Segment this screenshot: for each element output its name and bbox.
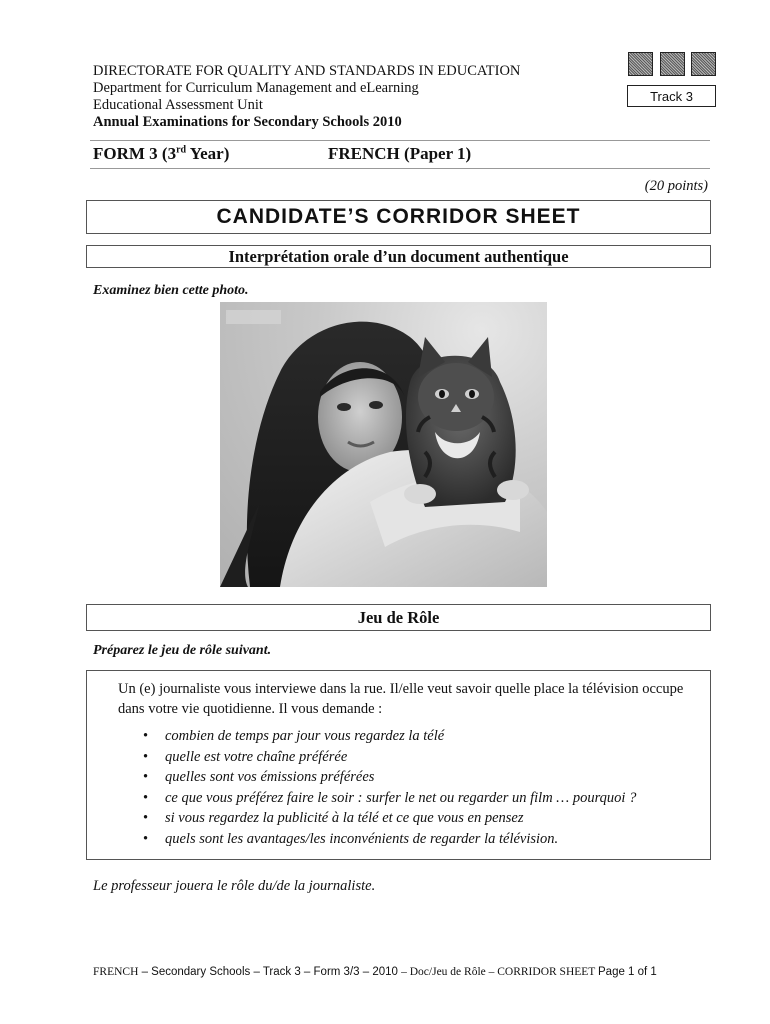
footer-track: – Secondary Schools – Track 3 – Form 3/3 – 2010 <box>138 966 402 978</box>
list-item <box>143 747 636 768</box>
marker-square-2 <box>660 52 685 76</box>
footer-doc: – Doc/Jeu de Rôle – CORRIDOR SHEET <box>401 966 598 978</box>
list-item <box>143 767 636 788</box>
page-footer <box>93 966 657 978</box>
track-label: Track 3 <box>627 85 716 107</box>
question-text: quelle est votre chaîne préférée <box>165 748 348 765</box>
form-sup: rd <box>176 144 187 156</box>
page-title: CANDIDATE’S CORRIDOR SHEET <box>86 200 711 234</box>
form-suffix: Year) <box>186 144 230 163</box>
header-exam: Annual Examinations for Secondary Schools 2010 <box>93 114 402 130</box>
header-directorate: DIRECTORATE FOR QUALITY AND STANDARDS IN EDUCATION <box>93 63 521 79</box>
form-line <box>93 144 472 164</box>
footer-subject: FRENCH <box>93 966 139 978</box>
form-prefix: FORM 3 (3 <box>93 144 177 163</box>
list-item <box>143 788 636 809</box>
list-item <box>143 829 636 850</box>
section-heading-interpretation: Interprétation orale d’un document authentique <box>86 245 711 268</box>
instruction-role-play: Préparez le jeu de rôle suivant. <box>93 643 272 658</box>
question-text: ce que vous préférez faire le soir : surfer le net ou regarder un film … pourquoi ? <box>165 789 637 806</box>
subject: FRENCH (Paper 1) <box>328 144 472 163</box>
closing-note: Le professeur jouera le rôle du/de la journaliste. <box>93 878 376 894</box>
question-text: quels sont les avantages/les inconvénients de regarder la télévision. <box>165 830 559 847</box>
photo-girl-with-cat <box>220 302 547 587</box>
bullet-icon: • <box>143 830 149 847</box>
role-play-box <box>86 670 711 860</box>
bullet-icon: • <box>143 728 149 744</box>
bullet-icon: • <box>143 789 149 806</box>
bullet-icon: • <box>143 810 149 826</box>
bullet-icon: • <box>143 748 149 765</box>
points: (20 points) <box>644 178 708 194</box>
list-item <box>143 808 636 829</box>
footer-page: Page 1 of 1 <box>598 966 657 978</box>
marker-square-1 <box>628 52 653 76</box>
role-play-intro: Un (e) journaliste vous interviewe dans la rue. Il/elle veut savoir quelle place la télévision occupe dans votre vie quotidienne. Il vous demande : <box>118 681 684 717</box>
list-item <box>143 726 636 747</box>
bullet-icon: • <box>143 769 149 785</box>
photo-illustration <box>220 302 547 587</box>
question-text: combien de temps par jour vous regardez la télé <box>165 728 445 744</box>
section-heading-jeu-de-role: Jeu de Rôle <box>86 604 711 631</box>
header-unit: Educational Assessment Unit <box>93 97 263 113</box>
role-play-questions <box>143 726 636 849</box>
header-department: Department for Curriculum Management and eLearning <box>93 80 419 96</box>
instruction-photo: Examinez bien cette photo. <box>93 283 249 298</box>
divider-top <box>90 140 710 141</box>
question-text: si vous regardez la publicité à la télé et ce que vous en pensez <box>165 810 524 826</box>
divider-bottom <box>90 168 710 169</box>
marker-square-3 <box>691 52 716 76</box>
question-text: quelles sont vos émissions préférées <box>165 769 375 785</box>
